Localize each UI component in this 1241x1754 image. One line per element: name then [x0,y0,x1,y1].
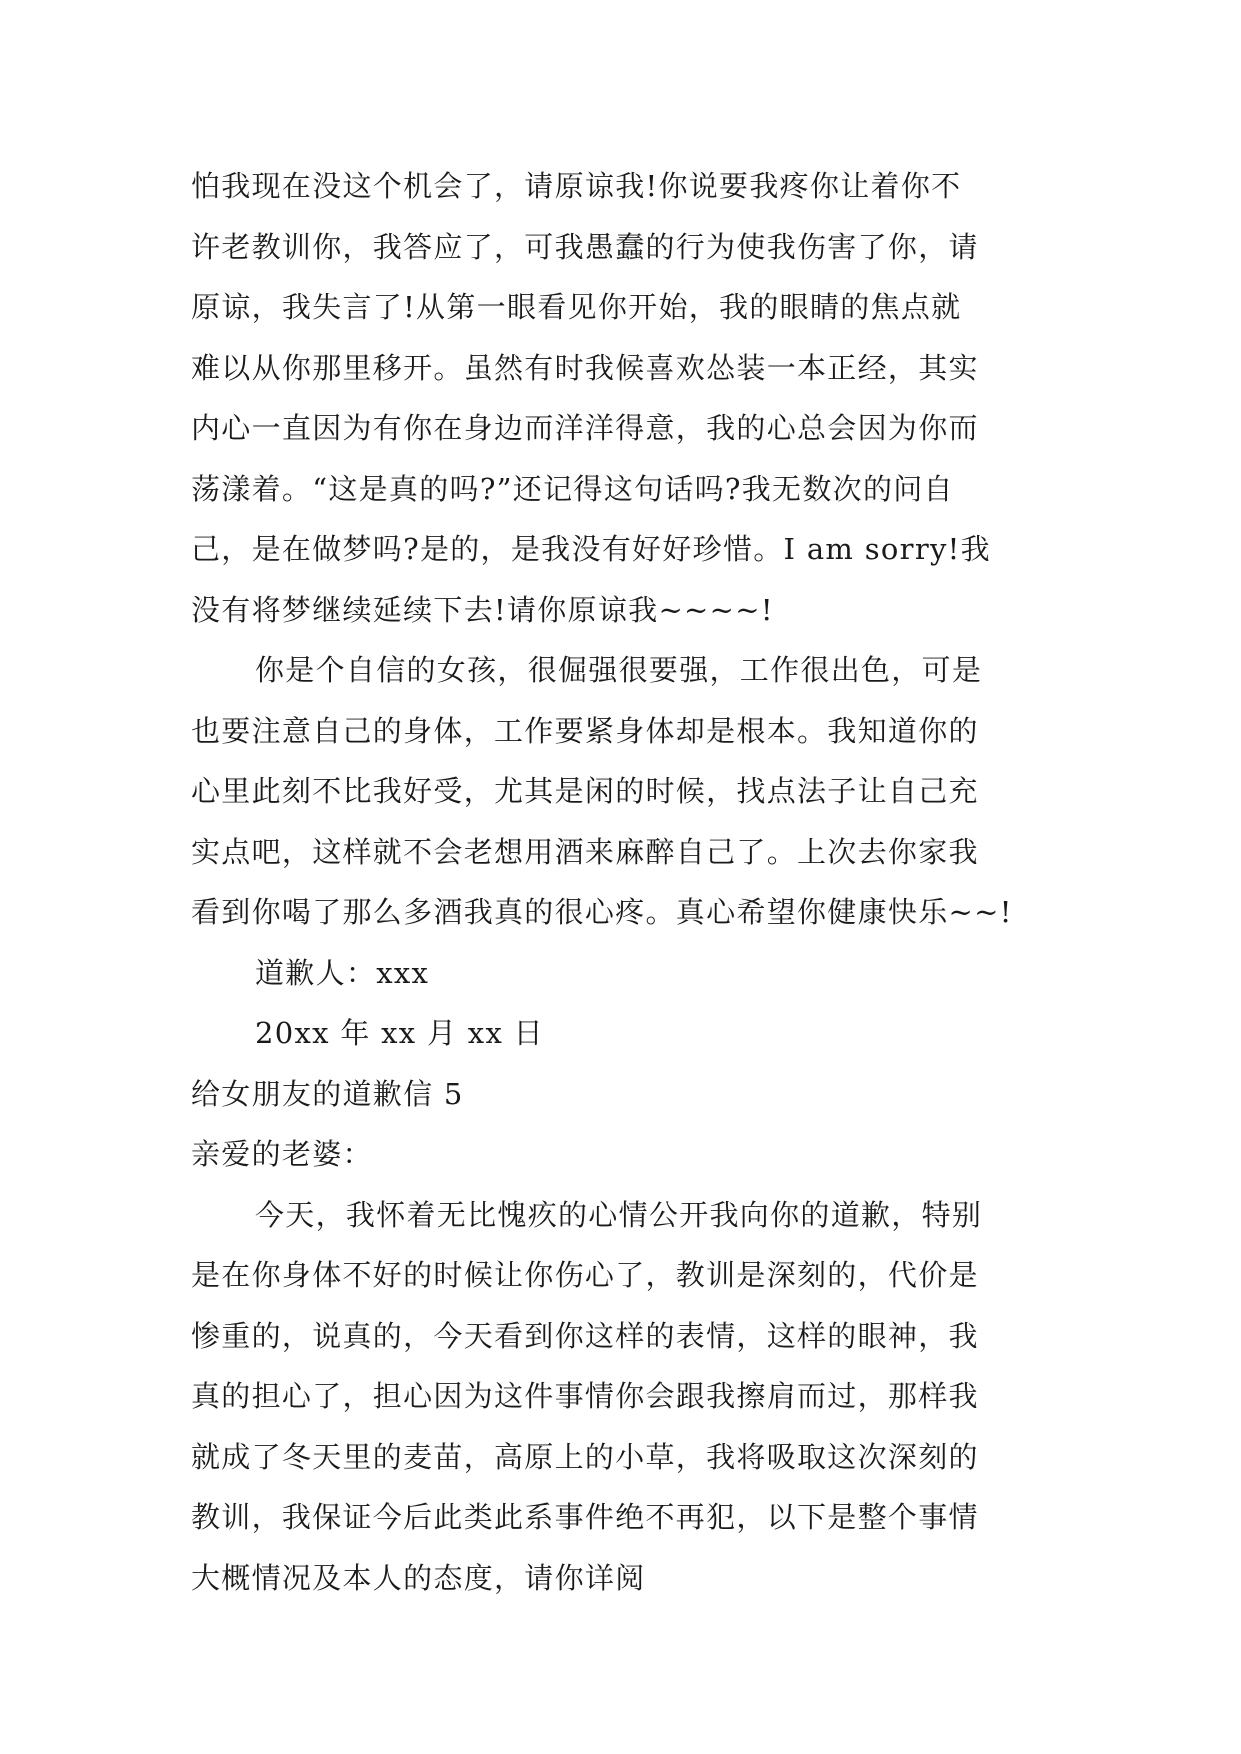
text-line: 教训，我保证今后此类此系事件绝不再犯，以下是整个事情 [191,1500,979,1534]
text-line: 就成了冬天里的麦苗，高原上的小草，我将吸取这次深刻的 [191,1439,979,1474]
text-line: 是在你身体不好的时候让你伤心了，教训是深刻的，代价是 [191,1258,979,1292]
text-line: 难以从你那里移开。虽然有时我候喜欢怂装一本正经，其实 [191,350,979,385]
text-line: 没有将梦继续延续下去!请你原谅我~~~~! [191,592,774,627]
text-line: 荡漾着。“这是真的吗?”还记得这句话吗?我无数次的问自 [191,471,954,506]
text-line: 心里此刻不比我好受，尤其是闲的时候，找点法子让自己充 [191,774,979,808]
salutation: 亲爱的老婆： [191,1137,373,1171]
signature-line: 道歉人：xxx [255,955,430,990]
text-line: 也要注意自己的身体，工作要紧身体却是根本。我知道你的 [191,713,979,748]
date-line: 20xx 年 xx 月 xx 日 [255,1016,544,1050]
text-line: 看到你喝了那么多酒我真的很心疼。真心希望你健康快乐~~! [191,895,1013,929]
section-title: 给女朋友的道歉信 5 [191,1076,464,1111]
paragraph-start-line: 你是个自信的女孩，很倔强很要强，工作很出色，可是 [255,653,983,687]
text-line: 大概情况及本人的态度，请你详阅 [191,1560,646,1595]
letter-body [191,156,1051,1608]
text-line: 内心一直因为有你在身边而洋洋得意，我的心总会因为你而 [191,411,979,445]
text-line: 许老教训你，我答应了，可我愚蠢的行为使我伤害了你，请 [191,229,979,264]
text-line: 原谅，我失言了!从第一眼看见你开始，我的眼睛的焦点就 [191,290,962,324]
text-line: 真的担心了，担心因为这件事情你会跟我擦肩而过，那样我 [191,1379,979,1413]
text-line: 实点吧，这样就不会老想用酒来麻醉自己了。上次去你家我 [191,834,979,869]
paragraph-start-line: 今天，我怀着无比愧疚的心情公开我向你的道歉，特别 [255,1197,983,1232]
text-line: 怕我现在没这个机会了，请原谅我!你说要我疼你让着你不 [191,169,962,203]
text-line: 己，是在做梦吗?是的，是我没有好好珍惜。I am sorry!我 [191,532,991,566]
text-line: 惨重的，说真的，今天看到你这样的表情，这样的眼神，我 [191,1318,979,1353]
